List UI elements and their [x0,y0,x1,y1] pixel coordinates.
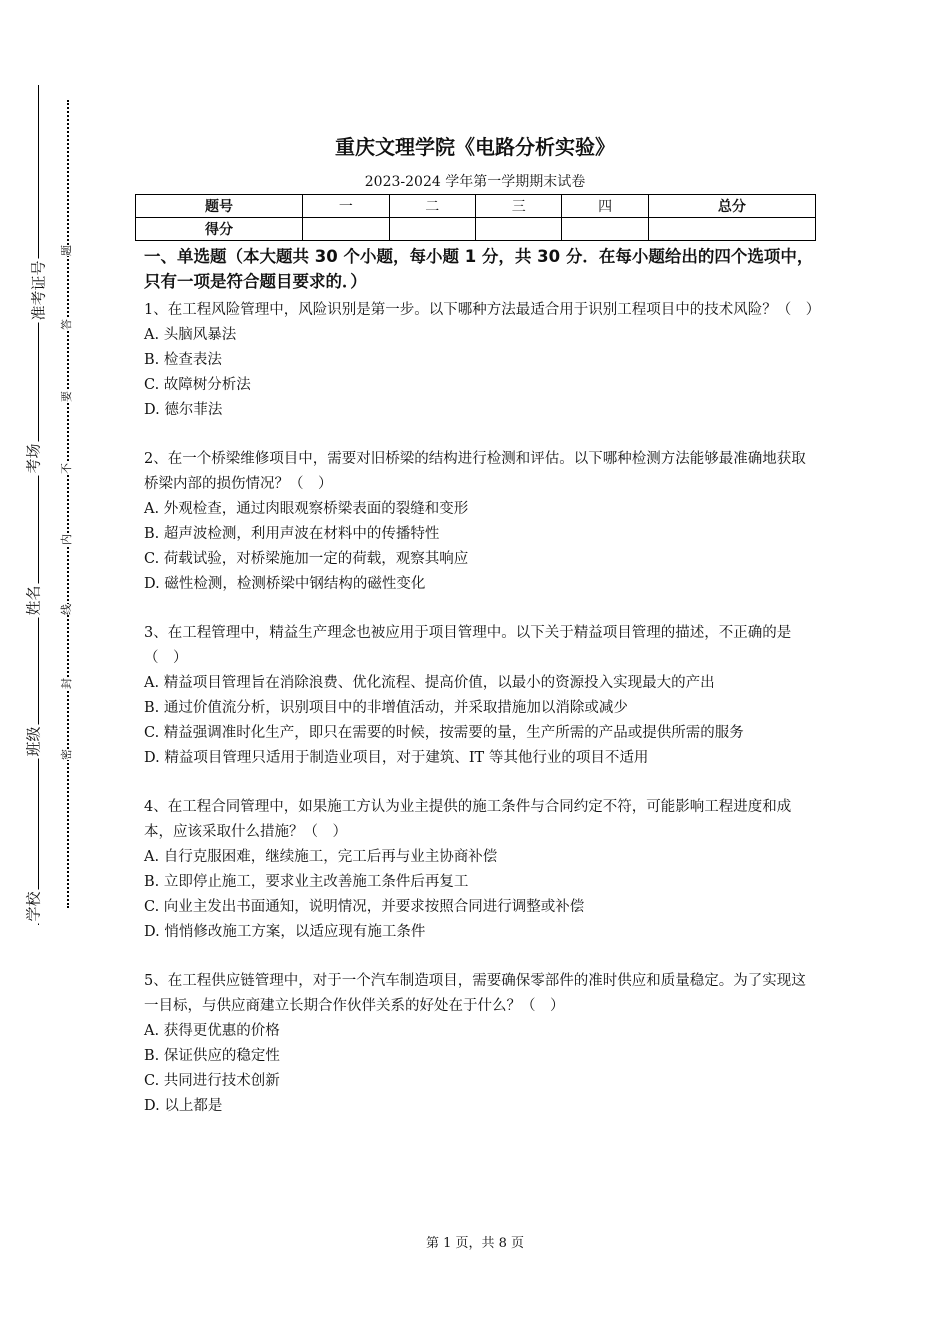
seal-char: 封 [60,678,73,689]
option-b: B. 保证供应的稳定性 [144,1048,280,1064]
option-c: C. 精益强调准时化生产，即只在需要的时候，按需要的量，生产所需的产品或提供所需的服务 [144,725,744,741]
option-d: D. 精益项目管理只适用于制造业项目，对于建筑、IT 等其他行业的项目不适用 [144,750,649,766]
option-a: A. 头脑风暴法 [144,327,237,343]
option-a: A. 获得更优惠的价格 [144,1023,280,1039]
score-table-score-row [136,218,816,241]
score-cell [648,218,815,241]
score-row-label: 得分 [136,218,303,241]
score-header-cell: 一 [303,195,389,218]
score-header-cell: 题号 [136,195,303,218]
option-a: A. 精益项目管理旨在消除浪费、优化流程、提高价值，以最小的资源投入实现最大的产出 [144,675,715,691]
seal-char: 答 [60,319,73,330]
question-stem: 4、在工程合同管理中，如果施工方认为业主提供的施工条件与合同约定不符，可能影响工程进度和成本，应该采取什么措施？（ ） [144,799,792,840]
seal-char: 要 [60,391,73,402]
option-b: B. 通过价值流分析，识别项目中的非增值活动，并采取措施加以消除或减少 [144,700,628,716]
score-cell [303,218,389,241]
score-cell [562,218,648,241]
question-5 [144,969,820,1119]
option-c: C. 共同进行技术创新 [144,1073,280,1089]
page-number: 第 1 页，共 8 页 [425,1236,525,1251]
binding-margin-line [38,85,39,925]
option-b: B. 检查表法 [144,352,222,368]
score-header-cell: 四 [562,195,648,218]
exam-room-label: 考场 [24,443,43,474]
score-header-cell: 二 [389,195,475,218]
seal-char: 密 [60,749,73,760]
option-c: C. 向业主发出书面通知，说明情况，并要求按照合同进行调整或补偿 [144,899,585,915]
exam-content [144,244,820,1143]
seal-char: 不 [60,463,73,474]
question-1 [144,298,820,423]
seal-dotted-line [67,100,69,908]
option-d: D. 德尔菲法 [144,402,223,418]
class-label: 班级 [24,726,43,757]
option-d: D. 以上都是 [144,1098,223,1114]
score-header-cell: 总分 [648,195,815,218]
school-label: 学校 [24,891,43,922]
seal-char: 内 [60,534,73,545]
seal-char: 题 [60,245,73,256]
question-3 [144,621,820,771]
question-stem: 5、在工程供应链管理中，对于一个汽车制造项目，需要确保零部件的准时供应和质量稳定。为了实现这一目标，与供应商建立长期合作伙伴关系的好处在于什么？（ ） [144,973,806,1014]
question-stem: 2、在一个桥梁维修项目中，需要对旧桥梁的结构进行检测和评估。以下哪种检测方法能够最准确地获取桥梁内部的损伤情况？（ ） [144,451,806,492]
option-b: B. 超声波检测，利用声波在材料中的传播特性 [144,526,440,542]
question-4 [144,795,820,945]
score-cell [475,218,561,241]
exam-subtitle: 2023-2024 学年第一学期期末试卷 [364,174,586,190]
question-2 [144,447,820,597]
option-c: C. 故障树分析法 [144,377,251,393]
option-c: C. 荷载试验，对桥梁施加一定的荷载，观察其响应 [144,551,469,567]
score-table-header-row [136,195,816,218]
score-table [135,194,816,241]
question-stem: 3、在工程管理中，精益生产理念也被应用于项目管理中。以下关于精益项目管理的描述，不正确的是（ ） [144,625,792,666]
option-b: B. 立即停止施工，要求业主改善施工条件后再复工 [144,874,469,890]
option-a: A. 外观检查，通过肉眼观察桥梁表面的裂缝和变形 [144,501,469,517]
option-d: D. 磁性检测，检测桥梁中钢结构的磁性变化 [144,576,426,592]
exam-id-label: 准考证号 [29,260,48,321]
score-cell [389,218,475,241]
option-a: A. 自行克服困难，继续施工，完工后再与业主协商补偿 [144,849,498,865]
seal-char: 线 [60,604,73,615]
score-header-cell: 三 [475,195,561,218]
question-stem: 1、在工程风险管理中，风险识别是第一步。以下哪种方法最适合用于识别工程项目中的技术风险？（ ） [144,302,821,318]
exam-title: 重庆文理学院《电路分析实验》 [335,135,615,159]
option-d: D. 悄悄修改施工方案，以适应现有施工条件 [144,924,426,940]
name-label: 姓名 [24,585,43,616]
section-heading: 一、单选题（本大题共 30 个小题，每小题 1 分，共 30 分．在每小题给出的四个选项中，只有一项是符合题目要求的．） [144,247,814,291]
